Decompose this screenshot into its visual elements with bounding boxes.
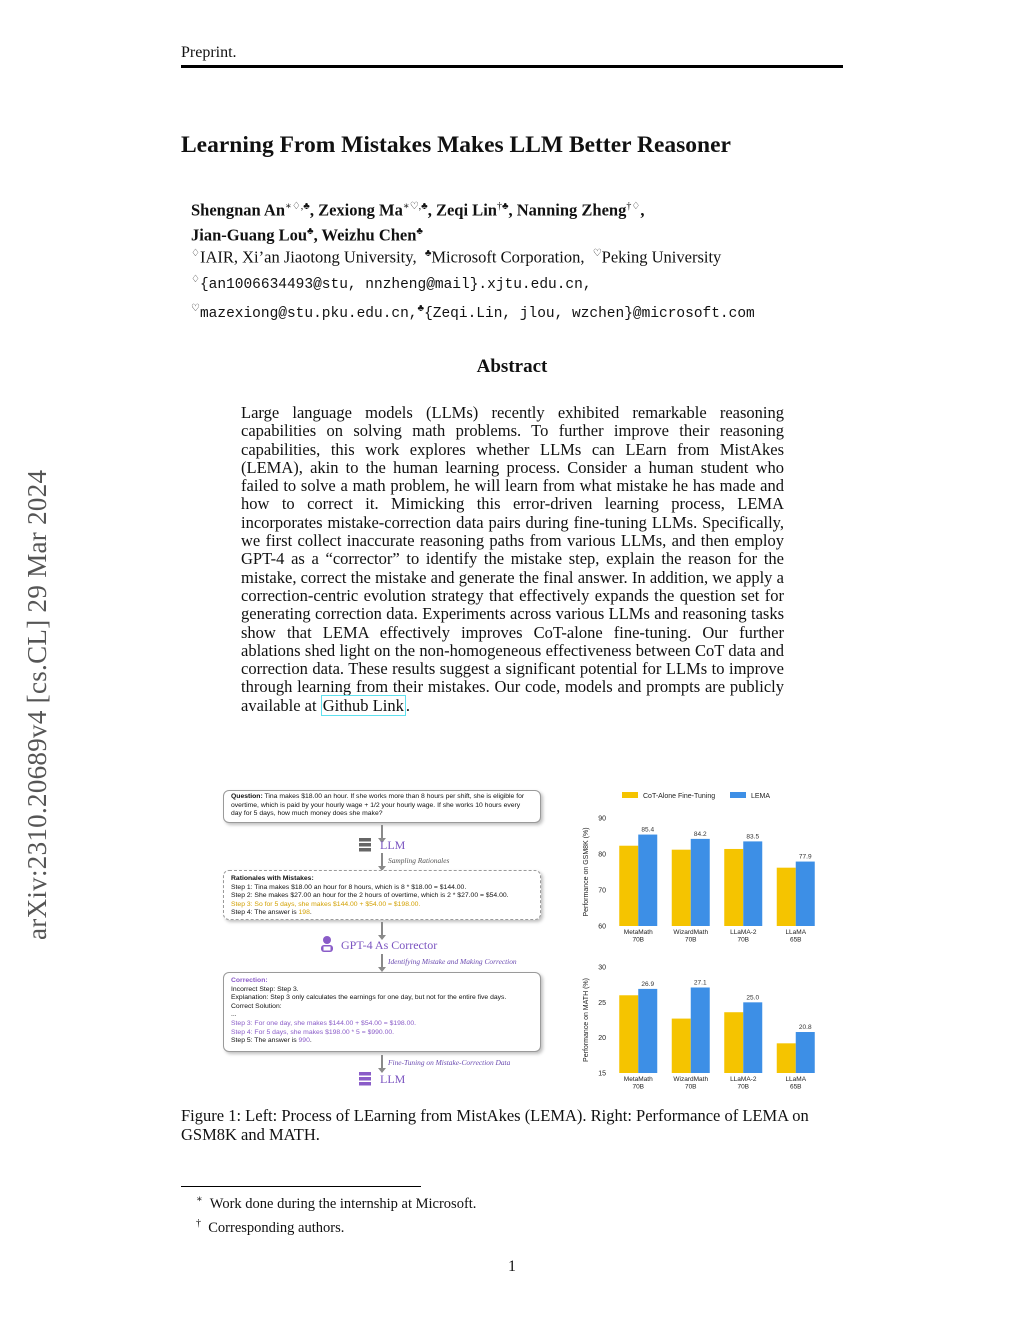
author-name: Jian-Guang Lou: [191, 225, 307, 244]
correction-end: .: [309, 1037, 312, 1045]
data-label: 26.9: [641, 980, 655, 988]
x-tick-label: LLaMA-2: [730, 1076, 757, 1083]
data-label: 83.5: [746, 833, 760, 841]
email-mark: ♢: [191, 274, 200, 285]
abstract-end: .: [405, 695, 410, 715]
correction-step: Step 3: For one day, she makes $144.00 + $54.00 = $198.00.: [231, 1019, 417, 1027]
rationale-end: .: [309, 909, 312, 917]
affil-mark: ♢: [191, 248, 200, 259]
y-axis-label: Performance on MATH (%): [583, 978, 590, 1062]
flow-arrow: [381, 954, 383, 968]
x-tick-label: 70B: [684, 1083, 697, 1091]
abstract-body: [241, 404, 784, 715]
x-tick-label: 70B: [684, 936, 697, 944]
bar-lema: [691, 987, 710, 1073]
bar-cot-alone: [777, 868, 796, 926]
abstract-text: Large language models (LLMs) recently exhibited remarkable reasoning capabilities on solving math problems. To further improve their reasoning capabilities, this work explores whether LLMs can LEarn from MistAkes (LEMA), akin to the human learning process. Consider a human student who failed to solve a math problem, he will learn from what mistake he has made and how to correct it. Mimicking this error-driven learning process, LEMA incorporates mistake-correction data pairs during fine-tuning LLMs. Specifically, we first collect inaccurate reasoning paths from various LLMs, and then employ GPT-4 as a “corrector” to identify the mistake step, explain the reason for the mistake, correct the mistake and generate the final answer. In addition, we apply a correction-centric evolution strategy that effectively expands the question set for generating correction data. Experiments across various LLMs and reasoning tasks show that LEMA effectively improves CoT-alone fine-tuning. Our further ablations shed light on the non-homogeneous effectiveness between CoT data and correction data. These results suggest a significant potential for LLMs to improve through learning from their mistakes. Our code, models and prompts are publicly available at: [241, 403, 784, 715]
y-tick-label: 90: [598, 815, 606, 823]
bar-cot-alone: [619, 846, 638, 926]
y-tick-label: 60: [598, 923, 606, 931]
author-name: Zeqi Lin: [435, 200, 497, 220]
correction-line: Explanation: Step 3 only calculates the earnings for one day, but not for the entire five days.: [231, 994, 507, 1002]
author-mark: †♢: [626, 201, 641, 212]
affil-text: IAIR, Xi’an Jiaotong University,: [199, 247, 417, 267]
flow-arrow: [381, 853, 383, 867]
rationale-step: Step 2: She makes $27.00 an hour for the 2 hours of overtime, which is 2 * $27.00 = $54.00.: [231, 892, 509, 900]
bar-lema: [691, 839, 710, 926]
llm-label: LLM: [380, 838, 406, 852]
bar-cot-alone: [724, 849, 743, 926]
sampling-note: Sampling Rationales: [388, 856, 450, 865]
github-link[interactable]: Github Link: [322, 695, 404, 715]
y-tick-label: 80: [598, 851, 606, 859]
bar-lema: [743, 1002, 762, 1073]
legend-swatch-cot: [622, 792, 638, 798]
corrector-label: GPT-4 As Corrector: [341, 938, 438, 952]
footnote-text: Corresponding authors.: [208, 1219, 345, 1236]
y-tick-label: 20: [598, 1035, 606, 1043]
correction-answer: 990: [298, 1037, 310, 1045]
affil-mark: ♣: [424, 248, 432, 259]
abstract-heading: Abstract: [476, 356, 548, 377]
y-tick-label: 30: [598, 964, 606, 972]
data-label: 20.8: [798, 1024, 812, 1032]
rationales-label: Rationales with Mistakes:: [231, 875, 314, 882]
author-mark: ∗♢,♣: [285, 201, 310, 212]
bar-lema: [638, 989, 657, 1073]
author-name: Zexiong Ma: [318, 200, 403, 220]
y-axis-label: Performance on GSM8K (%): [583, 827, 590, 917]
paper-title: Learning From Mistakes Makes LLM Better Reasoner: [181, 132, 731, 158]
figure-caption: Figure 1: Left: Process of LEarning from MistAkes (LEMA). Right: Performance of LEMA on GSM8K and MATH.: [181, 1106, 809, 1144]
header-rule: [181, 65, 843, 68]
page-number: 1: [508, 1258, 516, 1275]
author-name: Nanning Zheng: [516, 200, 627, 220]
correction-box: [223, 972, 541, 1052]
bar-cot-alone: [619, 995, 638, 1073]
legend-label-lema: LEMA: [751, 793, 771, 800]
x-tick-label: LLaMA-2: [730, 929, 757, 936]
person-icon: [319, 935, 335, 953]
rationale-step: Step 1: Tina makes $18.00 an hour for 8 hours, which is 8 * $18.00 = $144.00.: [231, 883, 467, 891]
affil-text: Peking University: [601, 247, 722, 267]
footnote-rule: [181, 1186, 421, 1187]
correction-step: Step 4: For 5 days, she makes $198.00 * 5 = $990.00.: [231, 1028, 395, 1036]
x-tick-label: 70B: [632, 936, 645, 944]
math-chart: [583, 965, 815, 1091]
correction-line: Correct Solution:: [231, 1002, 282, 1010]
data-label: 27.1: [693, 979, 707, 987]
email-line[interactable]: {an1006634493@stu, nnzheng@mail}.xjtu.edu.cn,: [199, 276, 592, 293]
author-emails: [191, 268, 755, 326]
x-tick-label: 65B: [789, 1083, 802, 1091]
x-tick-label: LLaMA: [785, 1076, 807, 1083]
llm-label-finetuned: LLM: [380, 1072, 406, 1086]
legend-label-cot: CoT-Alone Fine-Tuning: [643, 793, 716, 800]
author-mark: ∗♡,♣: [402, 201, 428, 212]
performance-charts: [578, 780, 828, 1098]
legend-swatch-lema: [730, 792, 746, 798]
preprint-label: Preprint.: [181, 44, 237, 61]
data-label: 84.2: [693, 830, 707, 838]
author-mark: ♣: [416, 225, 423, 237]
bar-lema: [796, 862, 815, 926]
server-icon: [358, 837, 372, 853]
data-label: 85.4: [641, 826, 655, 834]
correction-line: Incorrect Step: Step 3.: [231, 985, 299, 993]
data-label: 25.0: [746, 994, 760, 1002]
email-line[interactable]: {Zeqi.Lin, jlou, wzchen}@microsoft.com: [424, 305, 755, 322]
finetune-note: Fine-Tuning on Mistake-Correction Data: [388, 1058, 511, 1067]
rationale-step: Step 4: The answer is: [231, 909, 299, 917]
question-text: Tina makes $18.00 an hour. If she works more than 8 hours per shift, she is eligible for overtime, which is paid by your hourly wage + 1/2 your hourly wage. If she works 10 hours every day for 5 days, how much money does she make?: [231, 793, 525, 818]
x-tick-label: 70B: [737, 1083, 750, 1091]
y-tick-label: 25: [598, 999, 606, 1007]
gsm8k-chart: [583, 816, 815, 944]
rationale-step-mistake: Step 3: So for 5 days, she makes $144.00 + $54.00 = $198.00.: [231, 900, 421, 908]
correction-line: Step 5: The answer is: [231, 1037, 299, 1045]
y-tick-label: 15: [598, 1070, 606, 1078]
arxiv-stamp: arXiv:2310.20689v4 [cs.CL] 29 Mar 2024: [22, 469, 52, 940]
affil-mark: ♡: [592, 248, 602, 259]
footnote-mark: ∗: [196, 1194, 203, 1205]
identify-note: Identifying Mistake and Making Correction: [388, 957, 517, 966]
footnotes: [196, 1190, 476, 1238]
flow-arrow: [381, 825, 383, 839]
rationales-box: [223, 870, 541, 920]
rationale-answer: 198: [298, 909, 310, 917]
author-mark: †♣: [496, 201, 509, 212]
question-box: [223, 790, 541, 823]
flow-arrow: [381, 1055, 383, 1069]
server-icon: [358, 1071, 372, 1087]
x-tick-label: 70B: [737, 936, 750, 944]
question-label: Question:: [231, 793, 263, 800]
author-mark: ♣: [307, 225, 314, 237]
x-tick-label: 65B: [789, 936, 802, 944]
footnote-text: Work done during the internship at Microsoft.: [209, 1195, 477, 1212]
affiliations: [191, 243, 721, 269]
bar-lema: [638, 835, 657, 926]
x-tick-label: MetaMath: [623, 1076, 653, 1083]
email-mark: ♣: [417, 302, 425, 314]
bar-lema: [796, 1032, 815, 1073]
flow-arrow: [381, 922, 383, 936]
x-tick-label: MetaMath: [623, 929, 653, 936]
figure-1: [218, 780, 828, 1098]
y-tick-label: 70: [598, 887, 606, 895]
x-tick-label: WizardMath: [673, 1076, 709, 1083]
bar-cot-alone: [672, 1019, 691, 1073]
x-tick-label: WizardMath: [673, 929, 709, 936]
bar-lema: [743, 841, 762, 926]
author-name: Weizhu Chen: [321, 225, 417, 244]
bar-cot-alone: [777, 1043, 796, 1073]
x-tick-label: LLaMA: [785, 929, 807, 936]
email-line[interactable]: mazexiong@stu.pku.edu.cn,: [199, 305, 418, 322]
bar-cot-alone: [672, 850, 691, 926]
bar-cot-alone: [724, 1012, 743, 1073]
correction-line: ...: [231, 1011, 237, 1019]
data-label: 77.9: [798, 853, 812, 861]
correction-label: Correction:: [231, 977, 268, 984]
email-mark: ♡: [191, 302, 200, 314]
author-list: Shengnan An∗♢,♣, Zexiong Ma∗♡,♣, Zeqi Lin†♣, Nanning Zheng†♢, Jian-Guang Lou♣, Weizhu Chen♣: [191, 200, 645, 244]
affil-text: Microsoft Corporation,: [431, 247, 585, 267]
author-name: Shengnan An: [191, 200, 286, 220]
x-tick-label: 70B: [632, 1083, 645, 1091]
footnote-mark: †: [196, 1217, 201, 1229]
